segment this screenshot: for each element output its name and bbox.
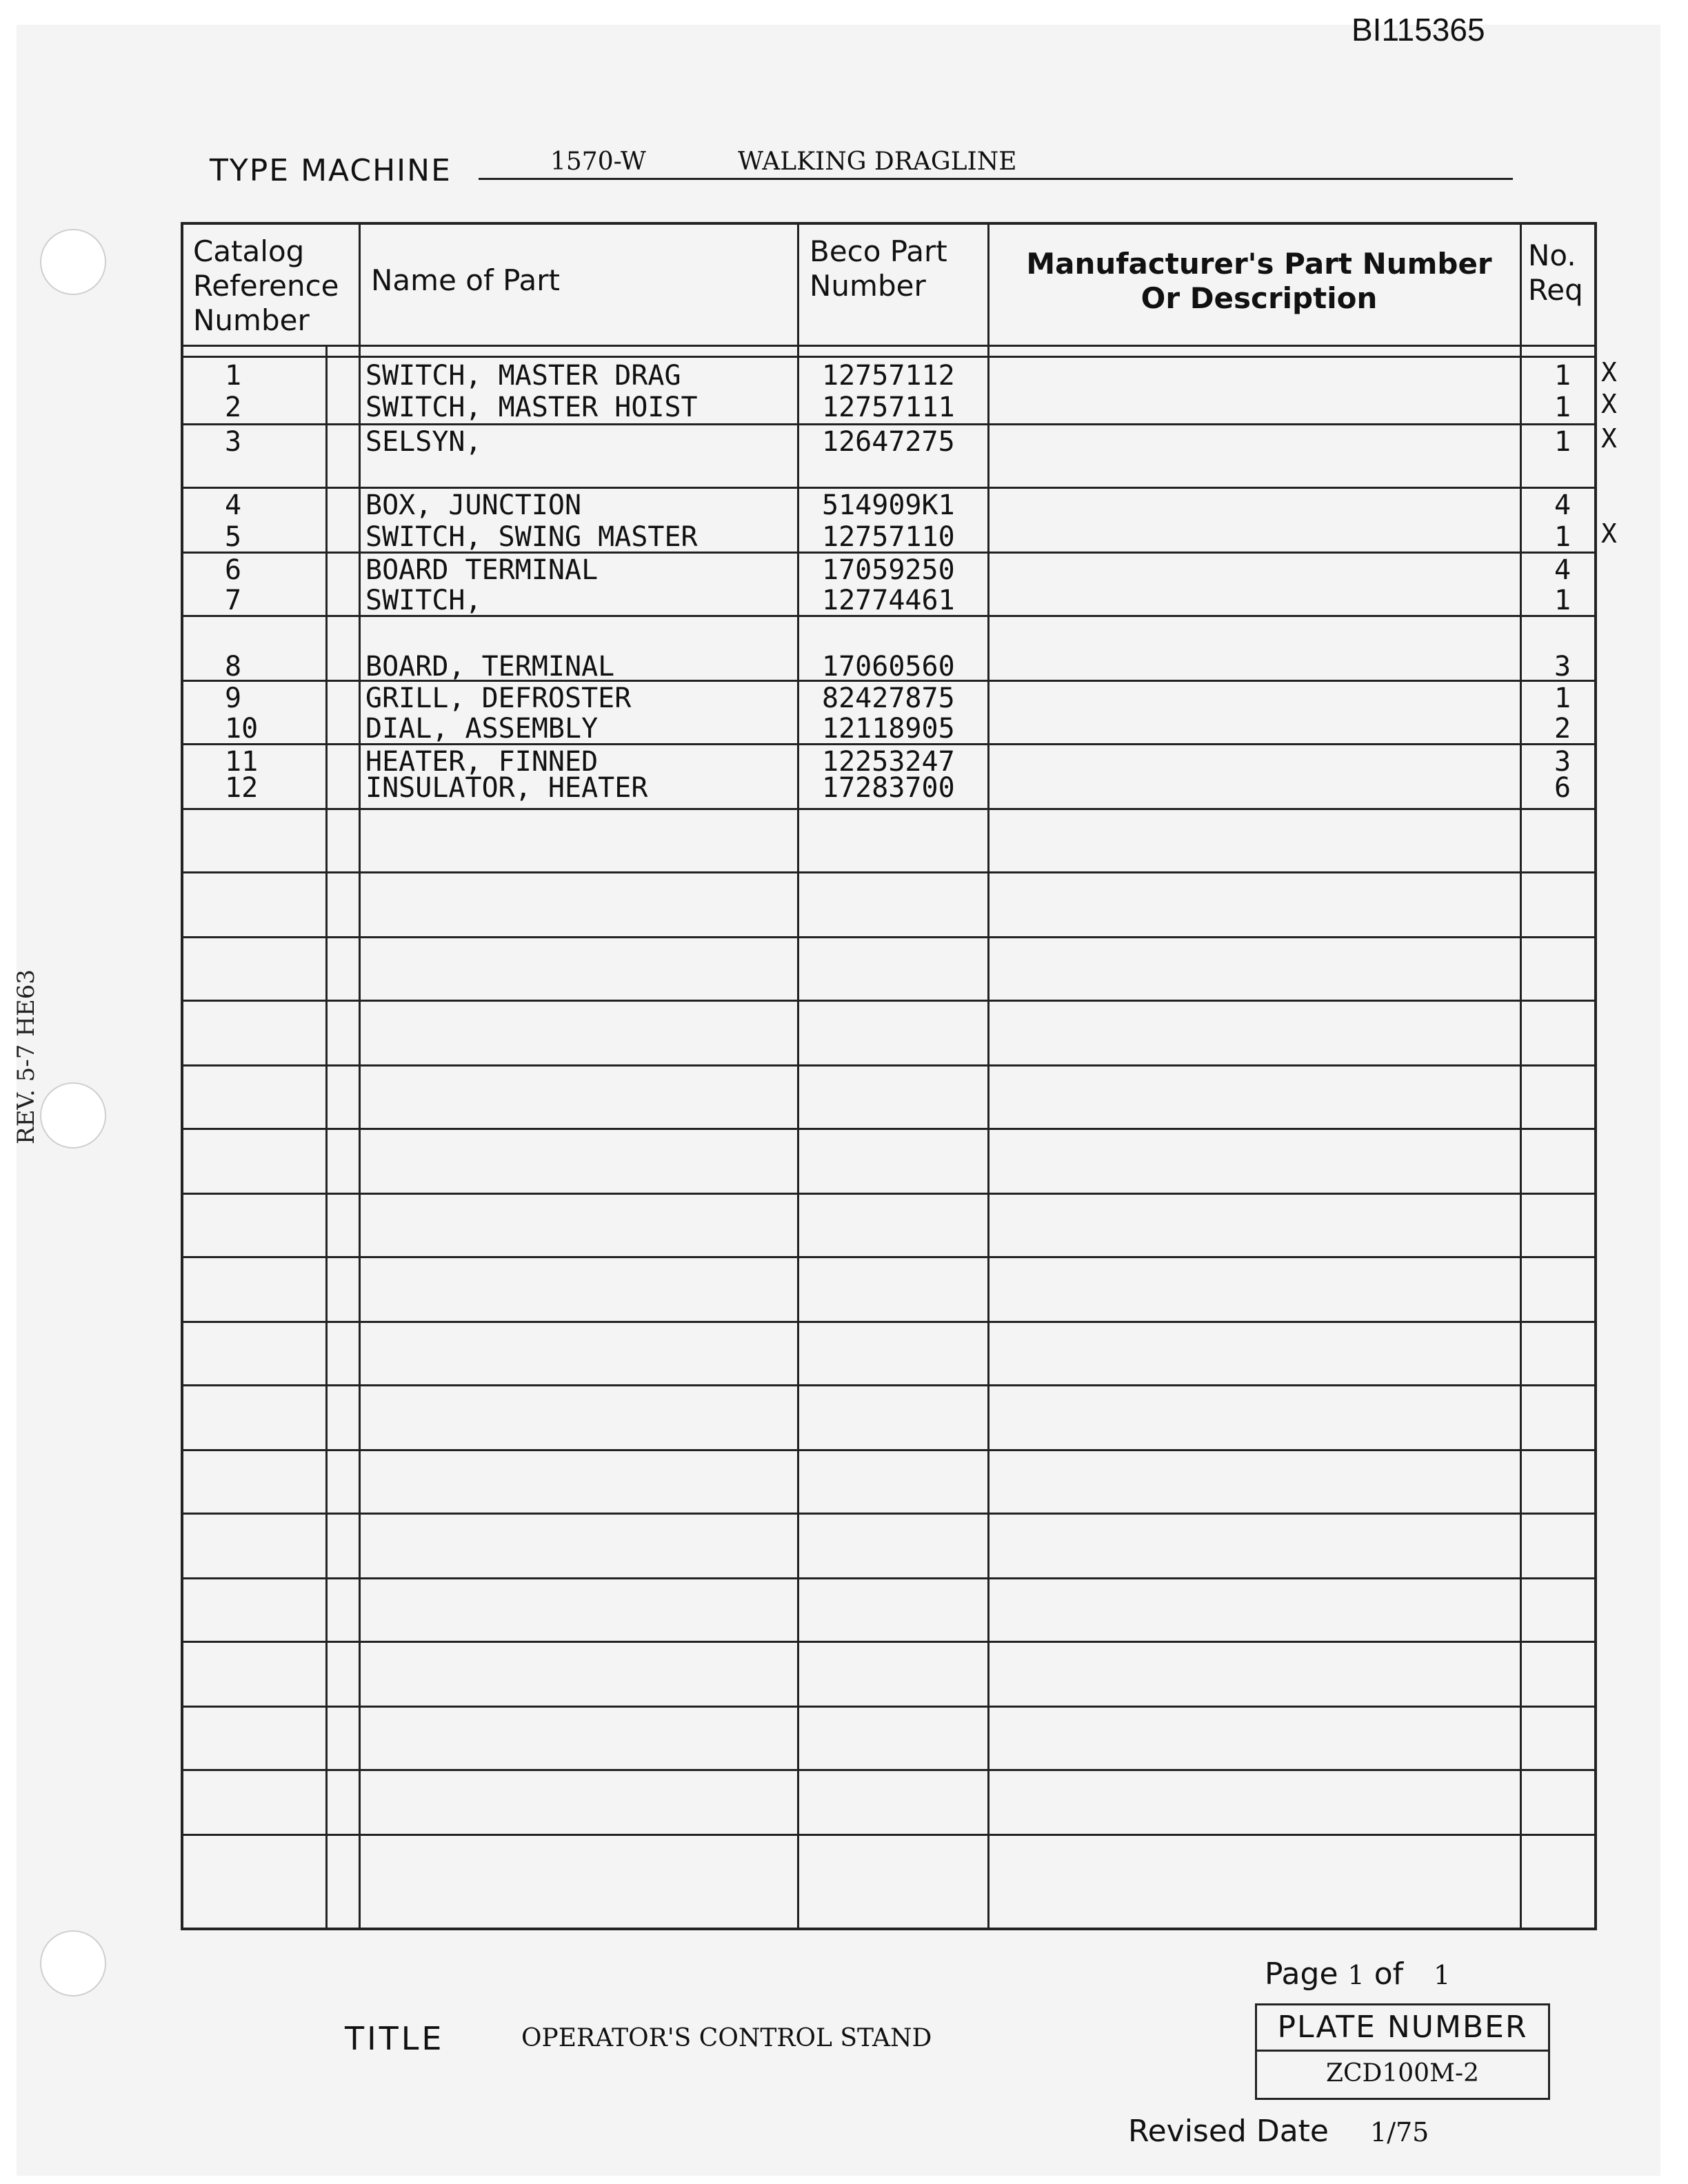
quantity: 1 bbox=[1554, 392, 1571, 423]
header-catalog-reference: Catalog Reference Number bbox=[193, 234, 339, 337]
beco-part-number: 17283700 bbox=[822, 772, 955, 804]
title-value: OPERATOR'S CONTROL STAND bbox=[521, 2024, 932, 2052]
catalog-number: 11 bbox=[225, 746, 259, 778]
revised-date-label: Revised Date bbox=[1128, 2114, 1329, 2149]
side-revision-note: REV. 5-7 HE63 bbox=[12, 969, 40, 1144]
table-row bbox=[183, 772, 1594, 804]
page-current: 1 bbox=[1347, 1960, 1365, 1990]
quantity: 1 bbox=[1554, 426, 1571, 458]
catalog-number: 12 bbox=[225, 772, 259, 804]
table-row bbox=[183, 392, 1594, 423]
part-name: BOX, JUNCTION bbox=[365, 489, 582, 521]
header-no-req: No. Req bbox=[1528, 239, 1583, 307]
part-name: BOARD TERMINAL bbox=[365, 554, 599, 586]
type-machine-label: TYPE MACHINE bbox=[210, 153, 452, 188]
part-name: SELSYN, bbox=[365, 426, 482, 458]
quantity: 3 bbox=[1554, 746, 1571, 778]
table-row bbox=[183, 651, 1594, 682]
catalog-number: 2 bbox=[225, 392, 242, 423]
quantity: 1 bbox=[1554, 521, 1571, 553]
quantity: 1 bbox=[1554, 360, 1571, 392]
document-id: BI115365 bbox=[1352, 12, 1485, 48]
catalog-number: 4 bbox=[225, 489, 242, 521]
beco-part-number: 17060560 bbox=[822, 651, 955, 682]
part-name: INSULATOR, HEATER bbox=[365, 772, 648, 804]
catalog-number: 6 bbox=[225, 554, 242, 586]
column-rule-qty bbox=[1520, 225, 1522, 1928]
page-total: 1 bbox=[1434, 1960, 1451, 1990]
catalog-number: 3 bbox=[225, 426, 242, 458]
beco-part-number: 12647275 bbox=[822, 426, 955, 458]
catalog-number: 7 bbox=[225, 585, 242, 616]
table-row bbox=[183, 585, 1594, 616]
beco-part-number: 12757111 bbox=[822, 392, 955, 423]
check-mark-row-3: X bbox=[1601, 423, 1617, 454]
beco-part-number: 82427875 bbox=[822, 682, 955, 714]
table-row bbox=[183, 521, 1594, 553]
check-mark-row-2: X bbox=[1601, 389, 1617, 419]
table-row bbox=[183, 554, 1594, 586]
beco-part-number: 12118905 bbox=[822, 713, 955, 745]
table-row bbox=[183, 682, 1594, 714]
catalog-number: 8 bbox=[225, 651, 242, 682]
type-machine-underline bbox=[479, 178, 1513, 180]
parts-table bbox=[181, 222, 1597, 1930]
quantity: 3 bbox=[1554, 651, 1571, 682]
part-name: GRILL, DEFROSTER bbox=[365, 682, 632, 714]
plate-number-label: PLATE NUMBER bbox=[1257, 2005, 1548, 2052]
part-name: DIAL, ASSEMBLY bbox=[365, 713, 599, 745]
type-machine-description: WALKING DRAGLINE bbox=[738, 148, 1017, 176]
beco-part-number: 514909K1 bbox=[822, 489, 955, 521]
header-name-of-part: Name of Part bbox=[371, 263, 561, 297]
catalog-number: 1 bbox=[225, 360, 242, 392]
column-rule-manufacturer bbox=[987, 225, 989, 1928]
catalog-number: 5 bbox=[225, 521, 242, 553]
table-row bbox=[183, 713, 1594, 745]
plate-number-value: ZCD100M-2 bbox=[1325, 2059, 1480, 2087]
column-rule-name bbox=[359, 225, 361, 1928]
beco-part-number: 12253247 bbox=[822, 746, 955, 778]
page-label: Page bbox=[1265, 1957, 1338, 1992]
catalog-number: 10 bbox=[225, 713, 259, 745]
beco-part-number: 12757110 bbox=[822, 521, 955, 553]
header-rule-double bbox=[183, 356, 1594, 358]
type-machine-model: 1570-W bbox=[550, 148, 646, 176]
revised-date-value: 1/75 bbox=[1370, 2117, 1429, 2147]
quantity: 4 bbox=[1554, 554, 1571, 586]
beco-part-number: 17059250 bbox=[822, 554, 955, 586]
catalog-number: 9 bbox=[225, 682, 242, 714]
column-rule-beco bbox=[797, 225, 799, 1928]
header-beco-part-number: Beco Part Number bbox=[810, 234, 947, 303]
table-row bbox=[183, 360, 1594, 392]
table-row bbox=[183, 426, 1594, 458]
quantity: 2 bbox=[1554, 713, 1571, 745]
table-row bbox=[183, 489, 1594, 521]
page-of-label: of bbox=[1374, 1957, 1404, 1992]
check-mark-row-1: X bbox=[1601, 357, 1617, 387]
part-name: BOARD, TERMINAL bbox=[365, 651, 615, 682]
part-name: SWITCH, MASTER DRAG bbox=[365, 360, 681, 392]
quantity: 6 bbox=[1554, 772, 1571, 804]
beco-part-number: 12774461 bbox=[822, 585, 955, 616]
part-name: SWITCH, bbox=[365, 585, 482, 616]
check-mark-row-5: X bbox=[1601, 518, 1617, 549]
revised-date bbox=[1128, 2114, 1429, 2149]
part-name: HEATER, FINNED bbox=[365, 746, 599, 778]
page-indicator bbox=[1265, 1957, 1450, 1992]
quantity: 1 bbox=[1554, 682, 1571, 714]
part-name: SWITCH, SWING MASTER bbox=[365, 521, 698, 553]
header-manufacturer-part: Manufacturer's Part Number Or Description bbox=[1026, 247, 1492, 315]
part-name: SWITCH, MASTER HOIST bbox=[365, 392, 698, 423]
quantity: 1 bbox=[1554, 585, 1571, 616]
beco-part-number: 12757112 bbox=[822, 360, 955, 392]
header-rule bbox=[183, 345, 1594, 347]
binder-hole-top bbox=[40, 229, 106, 295]
plate-number-box bbox=[1255, 2003, 1550, 2100]
binder-hole-middle bbox=[40, 1082, 106, 1149]
title-label: TITLE bbox=[345, 2020, 445, 2057]
binder-hole-bottom bbox=[40, 1930, 106, 1996]
quantity: 4 bbox=[1554, 489, 1571, 521]
